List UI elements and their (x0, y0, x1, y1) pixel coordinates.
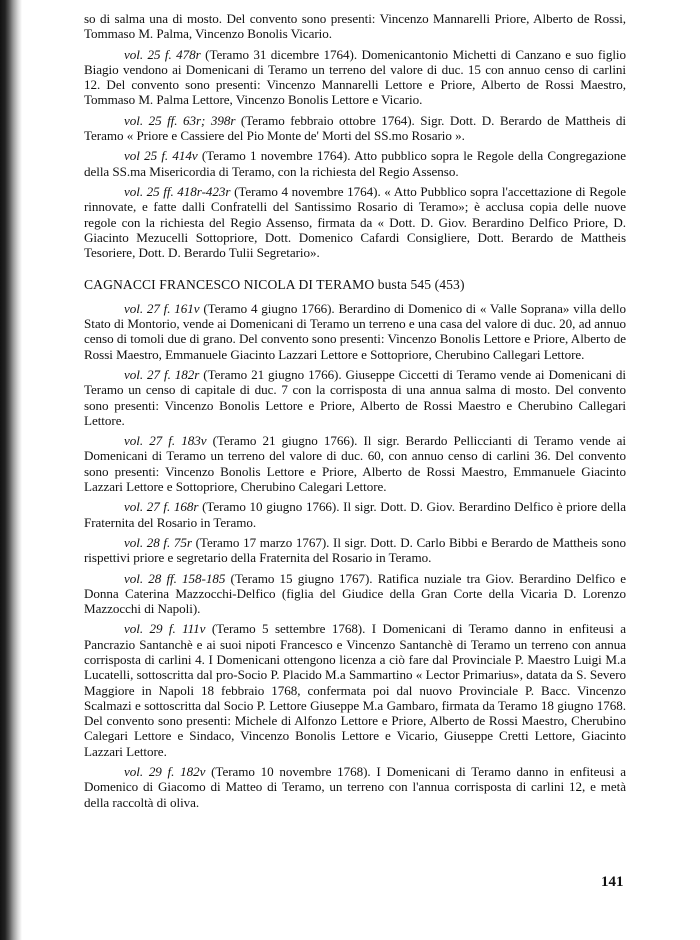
entry-ref: vol. 25 ff. 418r-423r (124, 183, 231, 199)
entry-ref: vol. 27 f. 168r (124, 499, 199, 515)
entry-0 (84, 11, 626, 42)
entry-ref: vol. 28 ff. 158-185 (124, 570, 226, 586)
entry-text: (Teramo 17 marzo 1767). Il sigr. Dott. D. Carlo Bibbi e Berardo de Mattheis sono rispettivi priore e segretario della Fraternita del Rosario in Teramo. (84, 534, 626, 566)
entry-text: (Teramo 1 novembre 1764). Atto pubblico sopra le Regole della Congregazione della SS.ma Misericordia di Teramo, con la richiesta del Regio Assenso. (84, 148, 626, 179)
entry-6 (84, 367, 626, 428)
entry-ref: vol. 29 f. 111v (124, 621, 206, 637)
entry-text: (Teramo 21 giugno 1766). Il sigr. Berardo Pelliccianti di Teramo vende ai Domenicani di Teramo un terreno del valore di duc. 60, con annuo censo di carlini 36. Del convento sono presenti: Vincenzo Bonolis Lettore e Priore, Alberto de Rossi Maestro, Emmanuele Giacinto Lazzari Lettore e Sottopriore, Cherubino Calegari Lettore. (84, 433, 626, 495)
entry-12 (84, 764, 626, 810)
page-number: 141 (601, 874, 624, 890)
entry-text: (Teramo 21 giugno 1766). Giuseppe Ciccetti di Teramo vende ai Domenicani di Teramo un censo di capitale di duc. 7 con la corrisposta di una annua salma di mosto. Del convento sono presenti: Vincenzo Bonolis Lettore e Priore, Alberto de Rossi Maestro e Cherubino Callegari Lettore. (84, 366, 626, 428)
entry-text: (Teramo 4 giugno 1766). Berardino di Domenico di « Valle Soprana» villa dello Stato di Montorio, vende ai Domenicani di Teramo un terreno e una casa del valore di duc. 20, ad annuo censo di tomoli due di grano. Del convento sono presenti: Vincenzo Bonolis Lettore e Priore, Alberto de Rossi Maestro, Emmanuele Giacinto Lazzari Lettore e Sottopriore, Cherubino Callegari Lettore. (84, 300, 626, 362)
entry-ref: vol. 27 f. 182r (124, 366, 200, 382)
entry-ref: vol. 27 f. 161v (124, 300, 200, 316)
entry-5 (84, 301, 626, 362)
entry-1 (84, 47, 626, 108)
entry-text: (Teramo 10 novembre 1768). I Domenicani di Teramo danno in enfiteusi a Domenico di Giacomo di Matteo di Teramo, un terreno con l'annua corrisposta di carlini 12, e metà della raccoltà di oliva. (84, 764, 626, 810)
entry-text: (Teramo 10 giugno 1766). Il sigr. Dott. D. Giov. Berardino Delfico è priore della Fraternita del Rosario in Teramo. (84, 499, 626, 530)
entry-ref: vol 25 f. 414v (124, 148, 198, 164)
entry-10 (84, 571, 626, 617)
entry-2 (84, 113, 626, 144)
entry-7 (84, 433, 626, 494)
entry-8 (84, 499, 626, 530)
binding-edge-shadow (0, 0, 22, 940)
section-heading: CAGNACCI FRANCESCO NICOLA DI TERAMO busta 545 (453) (84, 277, 465, 293)
entry-4 (84, 184, 626, 260)
entry-ref: vol. 27 f. 183v (124, 433, 207, 449)
entry-text: so di salma una di mosto. Del convento sono presenti: Vincenzo Mannarelli Priore, Alberto de Rossi, Tommaso M. Palma, Vincenzo Bonolis Vicario. (84, 11, 626, 42)
entry-ref: vol. 25 ff. 63r; 398r (124, 112, 236, 128)
entry-ref: vol. 28 f. 75r (124, 534, 192, 550)
entry-9 (84, 535, 626, 566)
entry-text: (Teramo 31 dicembre 1764). Domenicantonio Michetti di Canzano e suo figlio Biagio vendono ai Domenicani di Teramo un terreno del valore di duc. 15 con annuo censo di carlini 12. Del convento sono presenti: Vincenzo Mannarelli Lettore e Priore, Alberto de Rossi Maestro, Tommaso M. Palma Lettore, Vincenzo Bonolis Lettore e Vicario. (84, 46, 626, 108)
entry-text: (Teramo 4 novembre 1764). « Atto Pubblico sopra l'accettazione di Regole rinnovate, e fatte dalli Confratelli del Santissimo Rosario di Teramo»; è acclusa copia delle nuove regole con la richiesta del Regio Assenso, firmata da « Dott. D. Giov. Berardino Delfico Priore, D. Giacinto Mezucelli Sottopriore, Dott. Domenico Cafardi Consigliere, Dott. Berardo de Mattheis Tesoriere, Dott. D. Berardo Tulii Segretario». (84, 183, 626, 261)
entry-text: (Teramo 15 giugno 1767). Ratifica nuziale tra Giov. Berardino Delfico e Donna Caterina Mazzocchi-Delfico (figlia del Giudice della Gran Corte della Vicaria D. Lorenzo Mazzocchi di Napoli). (84, 570, 626, 617)
entry-text: (Teramo febbraio ottobre 1764). Sigr. Dott. D. Berardo de Mattheis di Teramo « Priore e Cassiere del Pio Monte de' Morti del SS.mo Rosario ». (84, 112, 626, 144)
entry-11 (84, 621, 626, 759)
entry-ref: vol. 29 f. 182v (124, 764, 206, 780)
entry-3 (84, 148, 626, 179)
page-text (84, 11, 626, 815)
entry-ref: vol. 25 f. 478r (124, 46, 201, 62)
entry-text: (Teramo 5 settembre 1768). I Domenicani di Teramo danno in enfiteusi a Pancrazio Santanchè e ai suoi nipoti Francesco e Vincenzo Santanchè di Teramo un terreno con annua corrisposta di carlini 4. I Domenicani ottengono licenza a ciò fare dal Provinciale P. Maestro Luigi M.a Lucatelli, sottoscritta dal pro-Socio P. Placido M.a Sammartino « Lector Primarius», datata da S. Severo Maggiore in Napoli 18 febbraio 1768, confermata poi dal nuovo Provinciale P. Bacc. Vincenzo Scalmazi e sottoscritta dal Socio P. Lettore Giuseppe M.a Gambaro, firmata da Teramo 18 giugno 1768. Del convento sono presenti: Michele di Alfonzo Lettore e Priore, Alberto de Rossi Maestro, Cherubino Calegari Lettore e Sindaco, Vincenzo Bonolis Lettore e Vicario, Giuseppe Cretti Lettore, Giacinto Lazzari Lettore. (84, 621, 626, 759)
